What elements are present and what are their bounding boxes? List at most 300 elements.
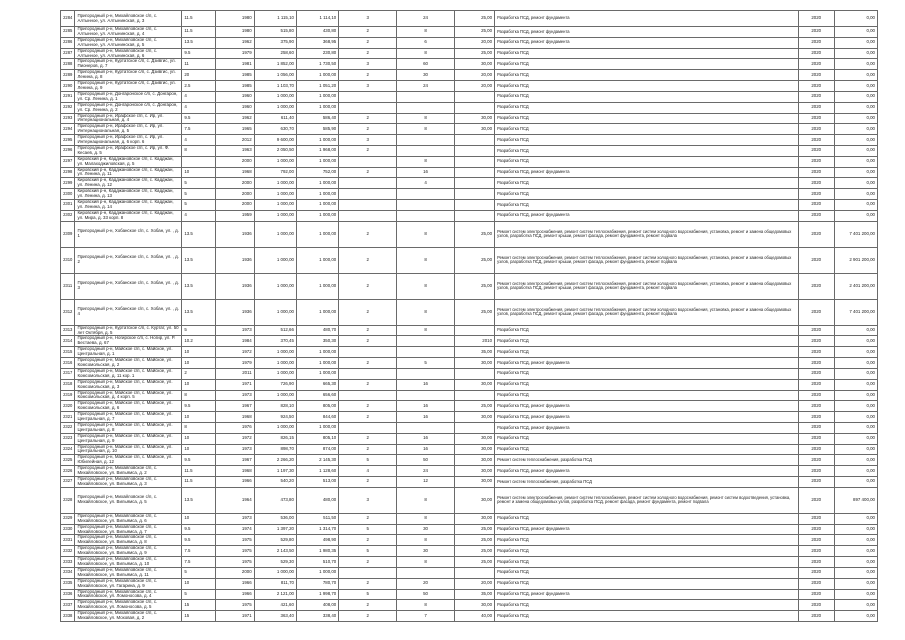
wear-percent-cell: 25,00: [455, 48, 495, 59]
apartments-cell: 60: [397, 59, 455, 70]
area-cell: 13.5: [182, 221, 215, 247]
total-area-cell: 1 000,00: [254, 156, 296, 167]
floors-cell: 2: [339, 379, 397, 390]
apartments-cell: 24: [397, 466, 455, 477]
living-area-cell: 844,60: [296, 412, 338, 423]
table-row: [61, 524, 878, 535]
address-cell: Пригородный р-н, Майское с/п, с. Майское, ул. Комсомольская, д. 4 корп. 5: [75, 390, 182, 401]
year-built-cell: 1968: [215, 466, 254, 477]
apartments-cell: [397, 189, 455, 200]
floors-cell: 2: [339, 336, 397, 347]
apartments-cell: 16: [397, 412, 455, 423]
year-built-cell: 1972: [215, 347, 254, 358]
repair-works-cell: Разработка ПСД: [495, 611, 799, 622]
living-area-cell: 1 000,00: [296, 91, 338, 102]
floors-cell: [339, 200, 397, 211]
floors-cell: [339, 102, 397, 113]
repair-year-cell: 2020: [798, 477, 834, 488]
row-number-cell: 2285: [61, 27, 75, 38]
living-area-cell: 1 000,00: [296, 247, 338, 273]
row-number-cell: 2296: [61, 145, 75, 156]
apartments-cell: 12: [397, 477, 455, 488]
repair-year-cell: 2020: [798, 589, 834, 600]
apartments-cell: 8: [397, 124, 455, 135]
apartments-cell: 8: [397, 535, 455, 546]
year-built-cell: 2000: [215, 178, 254, 189]
floors-cell: 4: [339, 466, 397, 477]
repair-year-cell: 2020: [798, 200, 834, 211]
cost-cell: 2 401 200,00: [834, 273, 877, 299]
floors-cell: 2: [339, 247, 397, 273]
address-cell: Пригородный р-н, Ногирское с/п, с. Ногир, ул. Р. Бестаева, д. 67: [75, 336, 182, 347]
cost-cell: 0,00: [834, 325, 877, 336]
living-area-cell: 805,10: [296, 433, 338, 444]
repair-year-cell: 2020: [798, 102, 834, 113]
apartments-cell: [397, 200, 455, 211]
apartments-cell: 6: [397, 37, 455, 48]
row-number-cell: 2293: [61, 113, 75, 124]
area-cell: 13.5: [182, 273, 215, 299]
table-row: [61, 200, 878, 211]
table-row: [61, 299, 878, 325]
floors-cell: 2: [339, 113, 397, 124]
repair-works-cell: Разработка ПСД: [495, 546, 799, 557]
address-cell: Пригородный р-н, Куртатское с/п, с. Дзивгис, ул. Ленина, д. 8: [75, 70, 182, 81]
area-cell: 5: [182, 589, 215, 600]
table-row: [61, 81, 878, 92]
year-built-cell: 1972: [215, 433, 254, 444]
table-row: [61, 124, 878, 135]
year-built-cell: 2000: [215, 156, 254, 167]
cost-cell: 2 901 200,00: [834, 247, 877, 273]
cost-cell: 0,00: [834, 81, 877, 92]
address-cell: Пригородный р-н, Майское с/п, с. Майское, ул. Комсомольская, д. 2: [75, 358, 182, 369]
cost-cell: 0,00: [834, 455, 877, 466]
total-area-cell: 1 000,00: [254, 102, 296, 113]
cost-cell: 0,00: [834, 113, 877, 124]
address-cell: Пригородный р-н, Михайловское с/п, с. Михайловское, ул. Вильямса, д. 3: [75, 477, 182, 488]
floors-cell: 2: [339, 600, 397, 611]
table-row: [61, 611, 878, 622]
total-area-cell: 924,50: [254, 412, 296, 423]
apartments-cell: 16: [397, 379, 455, 390]
repair-works-cell: Ремонт систем теплоснабжения, разработка ПСД: [495, 477, 799, 488]
total-area-cell: 630,70: [254, 124, 296, 135]
table-row: [61, 247, 878, 273]
repair-works-cell: Разработка ПСД: [495, 557, 799, 568]
cost-cell: 0,00: [834, 336, 877, 347]
table-row: [61, 156, 878, 167]
repair-works-cell: Разработка ПСД: [495, 59, 799, 70]
address-cell: Пригородный р-н, Михайловское с/п, с. Алтынное, ул. Алтынинская, д. 4: [75, 27, 182, 38]
row-number-cell: 2291: [61, 91, 75, 102]
address-cell: Пригородный р-н, Майское с/п, с. Майское, ул. Комсомольская, д. 3: [75, 379, 182, 390]
total-area-cell: 1 000,00: [254, 368, 296, 379]
row-number-cell: 2312: [61, 299, 75, 325]
total-area-cell: 1 000,00: [254, 567, 296, 578]
repair-year-cell: 2020: [798, 59, 834, 70]
living-area-cell: 752,00: [296, 167, 338, 178]
address-cell: Пригородный р-н, Хобанское с/п, с. Хобан, ул. , д. 2: [75, 247, 182, 273]
floors-cell: 2: [339, 167, 397, 178]
total-area-cell: 1 056,00: [254, 70, 296, 81]
area-cell: 9.5: [182, 113, 215, 124]
table-row: [61, 59, 878, 70]
address-cell: Пригородный р-н, Михайловское с/п, с. Алтынное, ул. Алтынинская, д. 6: [75, 48, 182, 59]
floors-cell: [339, 390, 397, 401]
table-row: [61, 27, 878, 38]
row-number-cell: 2314: [61, 336, 75, 347]
year-built-cell: 1979: [215, 358, 254, 369]
apartments-cell: 8: [397, 325, 455, 336]
repair-year-cell: 2020: [798, 299, 834, 325]
year-built-cell: 1984: [215, 336, 254, 347]
cost-cell: 0,00: [834, 124, 877, 135]
wear-percent-cell: 30,00: [455, 412, 495, 423]
table-row: [61, 145, 878, 156]
area-cell: 10: [182, 167, 215, 178]
repair-year-cell: 2020: [798, 524, 834, 535]
wear-percent-cell: 20,00: [455, 578, 495, 589]
row-number-cell: 2326: [61, 466, 75, 477]
area-cell: 10.2: [182, 336, 215, 347]
address-cell: Кировский р-н, Кадджановское с/п, с. Кадджан, ул. Ленина, д. 12: [75, 178, 182, 189]
living-area-cell: 1 730,50: [296, 59, 338, 70]
floors-cell: [339, 567, 397, 578]
apartments-cell: 30: [397, 546, 455, 557]
wear-percent-cell: 30,00: [455, 113, 495, 124]
apartments-cell: 8: [397, 221, 455, 247]
address-cell: Пригородный р-н, Михайловское с/п, с. Михайловское, ул. Вильямса, д. 6: [75, 513, 182, 524]
total-area-cell: 529,80: [254, 535, 296, 546]
repair-year-cell: 2020: [798, 567, 834, 578]
wear-percent-cell: 25,00: [455, 273, 495, 299]
wear-percent-cell: [455, 145, 495, 156]
repair-year-cell: 2020: [798, 444, 834, 455]
year-built-cell: 1976: [215, 422, 254, 433]
year-built-cell: 1975: [215, 535, 254, 546]
wear-percent-cell: 25,00: [455, 401, 495, 412]
year-built-cell: 1975: [215, 557, 254, 568]
repair-year-cell: 2020: [798, 145, 834, 156]
repair-year-cell: 2020: [798, 178, 834, 189]
living-area-cell: 1 980,35: [296, 546, 338, 557]
wear-percent-cell: 30,00: [455, 433, 495, 444]
repair-year-cell: 2020: [798, 600, 834, 611]
repair-year-cell: 2020: [798, 81, 834, 92]
year-built-cell: 1959: [215, 210, 254, 221]
row-number-cell: 2316: [61, 358, 75, 369]
apartments-cell: 8: [397, 600, 455, 611]
row-number-cell: 2332: [61, 546, 75, 557]
repair-works-cell: Разработка ПСД: [495, 178, 799, 189]
cost-cell: 0,00: [834, 401, 877, 412]
repair-works-cell: Разработка ПСД: [495, 113, 799, 124]
table-row: [61, 535, 878, 546]
year-built-cell: 1966: [215, 477, 254, 488]
address-cell: Пригородный р-н, Майское с/п, с. Майское, ул. Центральная, д. 1: [75, 347, 182, 358]
apartments-cell: [397, 210, 455, 221]
cost-cell: 0,00: [834, 347, 877, 358]
row-number-cell: 2321: [61, 412, 75, 423]
cost-cell: 0,00: [834, 390, 877, 401]
living-area-cell: 1 051,20: [296, 81, 338, 92]
living-area-cell: 430,80: [296, 27, 338, 38]
total-area-cell: 1 397,20: [254, 524, 296, 535]
address-cell: Кировский р-н, Кадджановское с/п, с. Кадджан, ул. Малаходжиловская, д. 5: [75, 156, 182, 167]
total-area-cell: 1 000,00: [254, 358, 296, 369]
year-built-cell: 1966: [215, 578, 254, 589]
living-area-cell: 1 000,00: [296, 102, 338, 113]
wear-percent-cell: 25,00: [455, 299, 495, 325]
repair-works-cell: Разработка ПСД: [495, 433, 799, 444]
address-cell: Пригородный р-н, Ирафское с/п, с. Ир, ул. Интернациональная, д. 4: [75, 113, 182, 124]
table-row: [61, 210, 878, 221]
cost-cell: 0,00: [834, 444, 877, 455]
area-cell: 15: [182, 611, 215, 622]
repair-works-cell: Ремонт систем электроснабжения, ремонт систем теплоснабжения, ремонт систем холодного водоснабжения, установка, ремонт и замена общедомовых узлов, разработка ПСД, ремонт крыши, ремонт фасада, ремонт фундамента, ремонт подвала: [495, 299, 799, 325]
repair-works-cell: Разработка ПСД: [495, 567, 799, 578]
apartments-cell: 8: [397, 273, 455, 299]
year-built-cell: 2000: [215, 200, 254, 211]
cost-cell: 0,00: [834, 557, 877, 568]
area-cell: 13.5: [182, 299, 215, 325]
table-row: [61, 379, 878, 390]
row-number-cell: 2333: [61, 557, 75, 568]
table-row: [61, 412, 878, 423]
area-cell: 7.5: [182, 124, 215, 135]
apartments-cell: 8: [397, 48, 455, 59]
repair-works-cell: Разработка ПСД: [495, 70, 799, 81]
living-area-cell: 511,50: [296, 513, 338, 524]
apartments-cell: 8: [397, 27, 455, 38]
area-cell: 10: [182, 513, 215, 524]
floors-cell: 2: [339, 412, 397, 423]
repair-works-cell: Разработка ПСД: [495, 102, 799, 113]
row-number-cell: 2319: [61, 390, 75, 401]
wear-percent-cell: 25,00: [455, 557, 495, 568]
table-row: [61, 433, 878, 444]
address-cell: Пригородный р-н, Хобанское с/п, с. Хобан, ул. , д. 3: [75, 273, 182, 299]
table-row: [61, 102, 878, 113]
row-number-cell: 2295: [61, 135, 75, 146]
total-area-cell: 1 000,00: [254, 299, 296, 325]
area-cell: 10: [182, 578, 215, 589]
area-cell: 5: [182, 200, 215, 211]
table-row: [61, 113, 878, 124]
cost-cell: 0,00: [834, 70, 877, 81]
cost-cell: 0,00: [834, 477, 877, 488]
area-cell: [182, 156, 215, 167]
living-area-cell: 1 000,00: [296, 200, 338, 211]
row-number-cell: 2313: [61, 325, 75, 336]
floors-cell: 2: [339, 358, 397, 369]
floors-cell: 2: [339, 611, 397, 622]
living-area-cell: 1 000,00: [296, 422, 338, 433]
living-area-cell: 1 000,00: [296, 567, 338, 578]
repair-works-cell: Разработка ПСД: [495, 124, 799, 135]
floors-cell: [339, 178, 397, 189]
row-number-cell: 2329: [61, 513, 75, 524]
area-cell: 8: [182, 145, 215, 156]
total-area-cell: 1 000,00: [254, 189, 296, 200]
total-area-cell: 1 000,00: [254, 210, 296, 221]
table-row: [61, 466, 878, 477]
repair-works-cell: Разработка ПСД: [495, 535, 799, 546]
living-area-cell: 350,30: [296, 336, 338, 347]
floors-cell: 2: [339, 578, 397, 589]
address-cell: Пригородный р-н, Ирафское с/п, с. Ир, ул. Интернациональная, д. 6 корп. 6: [75, 135, 182, 146]
apartments-cell: 5: [397, 358, 455, 369]
apartments-cell: [397, 102, 455, 113]
year-built-cell: 1973: [215, 390, 254, 401]
repair-works-cell: Разработка ПСД, ремонт фундамента: [495, 401, 799, 412]
table-row: [61, 401, 878, 412]
wear-percent-cell: 30,00: [455, 600, 495, 611]
floors-cell: 2: [339, 27, 397, 38]
wear-percent-cell: [455, 167, 495, 178]
year-built-cell: 1936: [215, 221, 254, 247]
area-cell: 13.5: [182, 487, 215, 513]
wear-percent-cell: 35,00: [455, 347, 495, 358]
address-cell: Пригородный р-н, Майское с/п, с. Майское, ул. Центральная, д. 8: [75, 422, 182, 433]
table-row: [61, 557, 878, 568]
repair-works-cell: Разработка ПСД, ремонт фундамента: [495, 466, 799, 477]
row-number-cell: 2318: [61, 379, 75, 390]
floors-cell: 2: [339, 557, 397, 568]
repair-year-cell: 2020: [798, 557, 834, 568]
table-row: [61, 221, 878, 247]
wear-percent-cell: [455, 567, 495, 578]
floors-cell: 2: [339, 401, 397, 412]
cost-cell: 0,00: [834, 412, 877, 423]
address-cell: Пригородный р-н, Донгаронское с/п, с. Донгарон, ул. Ср. Ленина, д. 2: [75, 102, 182, 113]
area-cell: 2: [182, 368, 215, 379]
repair-works-cell: Разработка ПСД: [495, 368, 799, 379]
table-row: [61, 368, 878, 379]
row-number-cell: 2322: [61, 422, 75, 433]
row-number-cell: 2325: [61, 455, 75, 466]
repair-works-cell: Разработка ПСД, ремонт фундамента: [495, 524, 799, 535]
apartments-cell: 8: [397, 247, 455, 273]
address-cell: Пригородный р-н, Михайловское с/п, с. Михайловское, ул. Вильямса, д. 5: [75, 487, 182, 513]
wear-percent-cell: 25,00: [455, 524, 495, 535]
year-built-cell: 1966: [215, 589, 254, 600]
row-number-cell: 2299: [61, 178, 75, 189]
table-row: [61, 358, 878, 369]
area-cell: 7.5: [182, 557, 215, 568]
row-number-cell: 2292: [61, 102, 75, 113]
wear-percent-cell: [455, 390, 495, 401]
wear-percent-cell: 30,00: [455, 487, 495, 513]
floors-cell: [339, 210, 397, 221]
apartments-cell: 50: [397, 589, 455, 600]
floors-cell: 2: [339, 535, 397, 546]
repair-year-cell: 2020: [798, 513, 834, 524]
repair-works-cell: Разработка ПСД: [495, 336, 799, 347]
total-area-cell: 375,90: [254, 37, 296, 48]
wear-percent-cell: 30,00: [455, 358, 495, 369]
repair-year-cell: 2020: [798, 37, 834, 48]
wear-percent-cell: [455, 422, 495, 433]
apartments-cell: 30: [397, 70, 455, 81]
living-area-cell: 510,70: [296, 557, 338, 568]
floors-cell: 3: [339, 487, 397, 513]
cost-cell: 0,00: [834, 189, 877, 200]
living-area-cell: 408,00: [296, 600, 338, 611]
total-area-cell: 826,15: [254, 433, 296, 444]
cost-cell: 0,00: [834, 167, 877, 178]
repair-year-cell: 2020: [798, 422, 834, 433]
total-area-cell: 1 103,70: [254, 81, 296, 92]
repair-year-cell: 2020: [798, 535, 834, 546]
address-cell: Пригородный р-н, Майское с/п, с. Майское, ул. Центральная, д. 10: [75, 444, 182, 455]
floors-cell: 2: [339, 325, 397, 336]
wear-percent-cell: [455, 368, 495, 379]
address-cell: Пригородный р-н, Михайловское с/п, с. Михайловское, ул. Ломоносова, д. 5: [75, 600, 182, 611]
area-cell: 10: [182, 444, 215, 455]
floors-cell: [339, 91, 397, 102]
table-row: [61, 336, 878, 347]
living-area-cell: 585,90: [296, 124, 338, 135]
floors-cell: 3: [339, 81, 397, 92]
year-built-cell: 1936: [215, 273, 254, 299]
repair-year-cell: 2020: [798, 611, 834, 622]
living-area-cell: 513,00: [296, 477, 338, 488]
repair-works-cell: Разработка ПСД: [495, 444, 799, 455]
floors-cell: 2: [339, 48, 397, 59]
year-built-cell: 1960: [215, 91, 254, 102]
year-built-cell: 1985: [215, 70, 254, 81]
repair-works-cell: Разработка ПСД: [495, 81, 799, 92]
area-cell: 9.5: [182, 535, 215, 546]
total-area-cell: 2 266,20: [254, 455, 296, 466]
floors-cell: 5: [339, 455, 397, 466]
wear-percent-cell: [455, 102, 495, 113]
repair-works-cell: Разработка ПСД, ремонт фундамента: [495, 167, 799, 178]
table-row: [61, 178, 878, 189]
area-cell: 4: [182, 102, 215, 113]
floors-cell: 2: [339, 433, 397, 444]
floors-cell: 2: [339, 513, 397, 524]
year-built-cell: 1936: [215, 247, 254, 273]
address-cell: Пригородный р-н, Михайловское с/п, с. Михайловское, ул. Вильямса, д. 2: [75, 466, 182, 477]
year-built-cell: 1967: [215, 455, 254, 466]
total-area-cell: 1 000,00: [254, 178, 296, 189]
table-row: [61, 422, 878, 433]
apartments-cell: 24: [397, 11, 455, 27]
repair-works-cell: Разработка ПСД: [495, 600, 799, 611]
year-built-cell: 1962: [215, 37, 254, 48]
total-area-cell: 1 000,00: [254, 390, 296, 401]
repair-year-cell: 2020: [798, 91, 834, 102]
cost-cell: 0,00: [834, 589, 877, 600]
floors-cell: 2: [339, 299, 397, 325]
repair-works-cell: Разработка ПСД: [495, 379, 799, 390]
repair-year-cell: 2020: [798, 455, 834, 466]
row-number-cell: 2317: [61, 368, 75, 379]
table-row: [61, 444, 878, 455]
cost-cell: 0,00: [834, 102, 877, 113]
repair-works-cell: Разработка ПСД: [495, 390, 799, 401]
total-area-cell: 792,00: [254, 167, 296, 178]
area-cell: 11.5: [182, 11, 215, 27]
area-cell: 5: [182, 178, 215, 189]
cost-cell: 0,00: [834, 567, 877, 578]
table-row: [61, 513, 878, 524]
living-area-cell: 230,80: [296, 48, 338, 59]
total-area-cell: 2 050,50: [254, 145, 296, 156]
